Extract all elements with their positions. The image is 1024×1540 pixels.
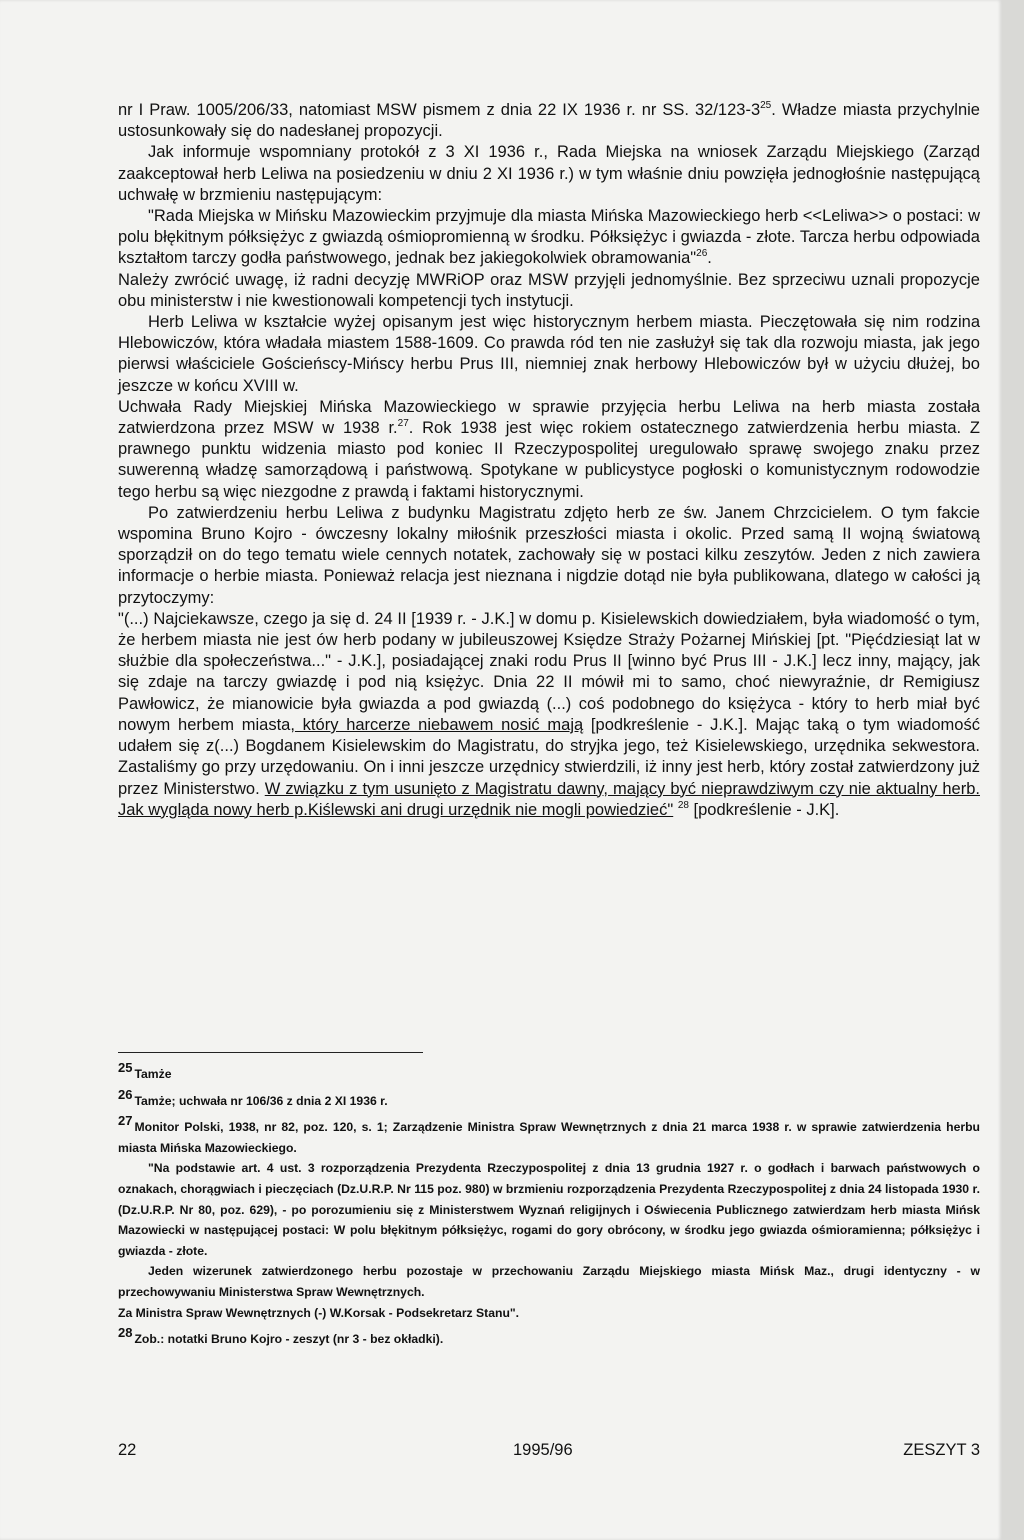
footnote-ref: 28 — [677, 799, 689, 811]
footnote-ref: 26 — [696, 248, 708, 260]
page-number: 22 — [118, 1441, 137, 1459]
footnotes — [118, 1058, 980, 1350]
main-text — [118, 100, 980, 821]
page-footer — [118, 1441, 980, 1463]
footnote-27-quote: Jeden wizerunek zatwierdzonego herbu pozostaje w przechowaniu Zarządu Miejskiego miasta Mińsk Maz., drugi identyczny - w przechowywaniu Ministerstwa Spraw Wewnętrznych. — [118, 1264, 980, 1299]
resolution-quote: "Rada Miejska w Mińsku Mazowieckim przyjmuje dla miasta Mińska Mazowieckiego herb <<Leliwa>> o postaci: w polu błękitnym półksiężyc z gwiazdą ośmiopromienną w środku. Półksiężyc i gwiazda - złote. Tarcza herbu odpowiada kształtom tarczy godła państwowego, jednak bez jakiegokolwiek obramowania"$^{26}$. — [118, 207, 980, 268]
paragraph: Uchwała Rady Miejskiej Mińska Mazowieckiego w sprawie przyjęcia herbu Leliwa na herb miasta została zatwierdzona przez MSW w 1938 r.$^{27}$. Rok 1938 jest więc rokiem ostatecznego zatwierdzenia herbu miasta. Z prawnego punktu widzenia miasto pod koniec II Rzeczypospolitej uregulowało sprawę swojego znaku przez suwerenną władzę samorządową i państwową. Spotykane w publicystyce pogłoski o komunistycznym rodowodzie tego herbu są więc niezgodne z prawdą i faktami historycznymi. — [118, 397, 980, 501]
underlined-text: który harcerze niebawem nosić mają — [294, 715, 584, 734]
footnote-ref: 25 — [760, 100, 772, 111]
footnote-27: 27 Monitor Polski, 1938, nr 82, poz. 120, s. 1; Zarządzenie Ministra Spraw Wewnętrznych z dnia 21 marca 1938 r. w sprawie zatwierdzenia herbu miasta Mińska Mazowieckiego. — [118, 1113, 980, 1155]
footnote-27-signature: Za Ministra Spraw Wewnętrznych (-) W.Korsak - Podsekretarz Stanu". — [118, 1305, 520, 1320]
footnote-ref: 27 — [397, 418, 409, 430]
kojro-quote: "(...) Najciekawsze, czego ja się d. 24 II [1939 r. - J.K.] w domu p. Kisielewskich dowiedziałem, była wiadomość o tym, że herbem miasta nie jest ów herb podany w jubileuszowej Księdze Straży Pożarnej Mińskiej [pt. "Pięćdziesiąt lat w służbie dla społeczeństwa..." - J.K.], posiadającej znaki rodu Prus II [winno być Prus III - J.K.] lecz inny, mający, jak się zdaje na tarczy gwiazdę i pod nią księżyc. Dnia 22 II mówił mi to samo, choć niewyraźnie, dr Remigiusz Pawłowicz, że mianowicie była gwiazda a pod gwiazdą (...) coś podobnego do księżyca - który to herb miał być nowym herbem miasta, który harcerze niebawem nosić mają [podkreślenie - J.K.]. Mając taką o tym wiadomość udałem się z(...) Bogdanem Kisielewskim do Magistratu, do stryjka jego, też Kisielewskiego, urzędnika sekwestora. Zastaliśmy go przy urzędowaniu. On i inni jeszcze urzędnicy stwierdzili, iż inny jest herb, który został zatwierdzony już przez Ministerstwo. W związku z tym usunięto z Magistratu dawny, mający być nieprawdziwym czy nie aktualny herb. Jak wygląda nowy herb p.Kiślewski ani drugi urzędnik nie mogli powiedzieć" $^{28}$ [podkreślenie - J.K]. — [118, 609, 980, 819]
paragraph: Jak informuje wspomniany protokół z 3 XI 1936 r., Rada Miejska na wniosek Zarządu Miejskiego (Zarząd zaakceptował herb Leliwa na posiedzeniu w dniu 2 XI 1936 r.) w tym właśnie dniu powzięła jednogłośnie następującą uchwałę w brzmieniu następującym: — [118, 143, 980, 204]
paragraph: Należy zwrócić uwagę, iż radni decyzję MWRiOP oraz MSW przyjęli jednomyślnie. Bez sprzeciwu uznali propozycje obu ministerstw i nie kwestionowali kompetencji tych instytucji. — [118, 270, 980, 310]
issue-label: ZESZYT 3 — [903, 1441, 980, 1459]
paragraph: nr I Praw. 1005/206/33, natomiast MSW pismem z dnia 22 IX 1936 r. nr SS. $32/123-3^{25}$. Władze miasta przychylnie ustosunkowały się do nadesłanej propozycji. — [118, 100, 980, 141]
footnote-25: 25 Tamże — [118, 1060, 172, 1081]
footnote-27-quote: "Na podstawie art. 4 ust. 3 rozporządzenia Prezydenta Rzeczypospolitej z dnia 13 grudnia 1927 r. o godłach i barwach państwowych o oznakach, chorągwiach i pieczęciach (Dz.U.R.P. Nr 115 poz. 980) w brzmieniu rozporządzenia Prezydenta Rzeczypospolitej z dnia 24 listopada 1930 r. (Dz.U.R.P. Nr 80, poz. 629), - po porozumieniu się z Ministerstwem Wyznań religijnych i Oświecenia Publicznego zatwierdzam herb miasta Mińsk Mazowiecki w następującej postaci: W polu błękitnym półksiężyc, rogami do gory obrócony, w środku jego gwiazda ośmioramienna; półksiężyc i gwiazda - złote. — [118, 1161, 980, 1258]
footnote-divider — [118, 1052, 423, 1053]
footnote-26: 26 Tamże; uchwała nr 106/36 z dnia 2 XI 1936 r. — [118, 1086, 388, 1108]
year-label: 1995/96 — [513, 1441, 573, 1459]
paragraph: Herb Leliwa w kształcie wyżej opisanym jest więc historycznym herbem miasta. Pieczętowała się nim rodzina Hlebowiczów, która władała miastem 1588-1609. Co prawda ród ten nie zasłużył się tak dla rozwoju miasta, jak jego pierwsi właściciele Gościeńscy-Mińscy herbu Prus III, niemniej znak herbowy Hlebowiczów był w użyciu dłużej, bo jeszcze w końcu XVIII w. — [118, 313, 980, 395]
underlined-text: W związku z tym usunięto z Magistratu dawny, mający być nieprawdziwym czy nie aktualny herb. Jak wygląda nowy herb p.Kiślewski ani drugi urzędnik nie mogli powiedzieć" — [118, 779, 980, 819]
paragraph: Po zatwierdzeniu herbu Leliwa z budynku Magistratu zdjęto herb ze św. Janem Chrzcicielem. O tym fakcie wspomina Bruno Kojro - ówczesny lokalny miłośnik przeszłości miasta i okolic. Przed samą II wojną światową sporządził on do tego tematu wiele cennych notatek, zachowały się w postaci kilku zeszytów. Jeden z nich zawiera informacje o herbie miasta. Ponieważ relacja jest nieznana i nigdzie dotąd nie była publikowana, dlatego w całości ją przytoczymy: — [118, 503, 980, 607]
footnote-28: 28 Zob.: notatki Bruno Kojro - zeszyt (nr 3 - bez okładki). — [118, 1325, 444, 1347]
